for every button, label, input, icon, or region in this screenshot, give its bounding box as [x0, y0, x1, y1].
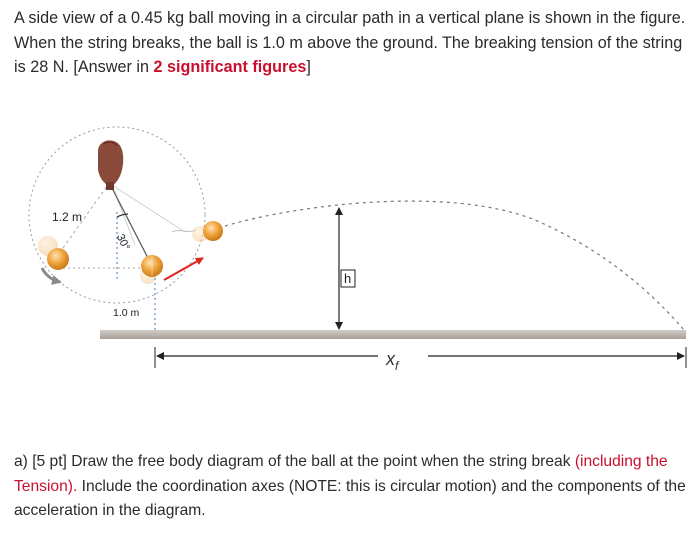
velocity-arrow — [164, 258, 203, 280]
radius-label: 1.2 m — [52, 210, 83, 224]
string — [113, 190, 150, 262]
angle-label: 30° — [113, 232, 132, 253]
ball-after-break — [203, 221, 223, 241]
part-a-question — [14, 450, 694, 524]
circular-motion-figure — [0, 120, 700, 400]
xf-label: $x_f$ — [386, 349, 399, 373]
launch-height-label: 1.0 m — [113, 307, 140, 319]
part-a-tension-note: (including the Tension). — [14, 453, 668, 495]
part-a-prefix: a) [5 pt] Draw the free body diagram of the ball at the point when the string break — [14, 453, 575, 470]
part-a-suffix: Include the coordination axes (NOTE: this is circular motion) and the components of the acceleration in the diagram. — [14, 477, 686, 519]
problem-statement — [14, 6, 694, 80]
projectile-trajectory — [225, 201, 684, 330]
ground — [100, 330, 686, 339]
h-label: h — [344, 271, 352, 286]
significant-figures-emphasis: 2 significant figures — [153, 58, 307, 76]
hand-icon — [98, 140, 123, 190]
ghost-ball-left — [47, 248, 69, 270]
problem-text-end: ] — [306, 58, 311, 76]
problem-text: A side view of a 0.45 kg ball moving in a circular path in a vertical plane is shown in the figure. When the string breaks, the ball is 1.0 m above the ground. The breaking tension of the string is 28 N. [Answer in — [14, 9, 686, 76]
motion-direction-arrow — [42, 268, 60, 282]
